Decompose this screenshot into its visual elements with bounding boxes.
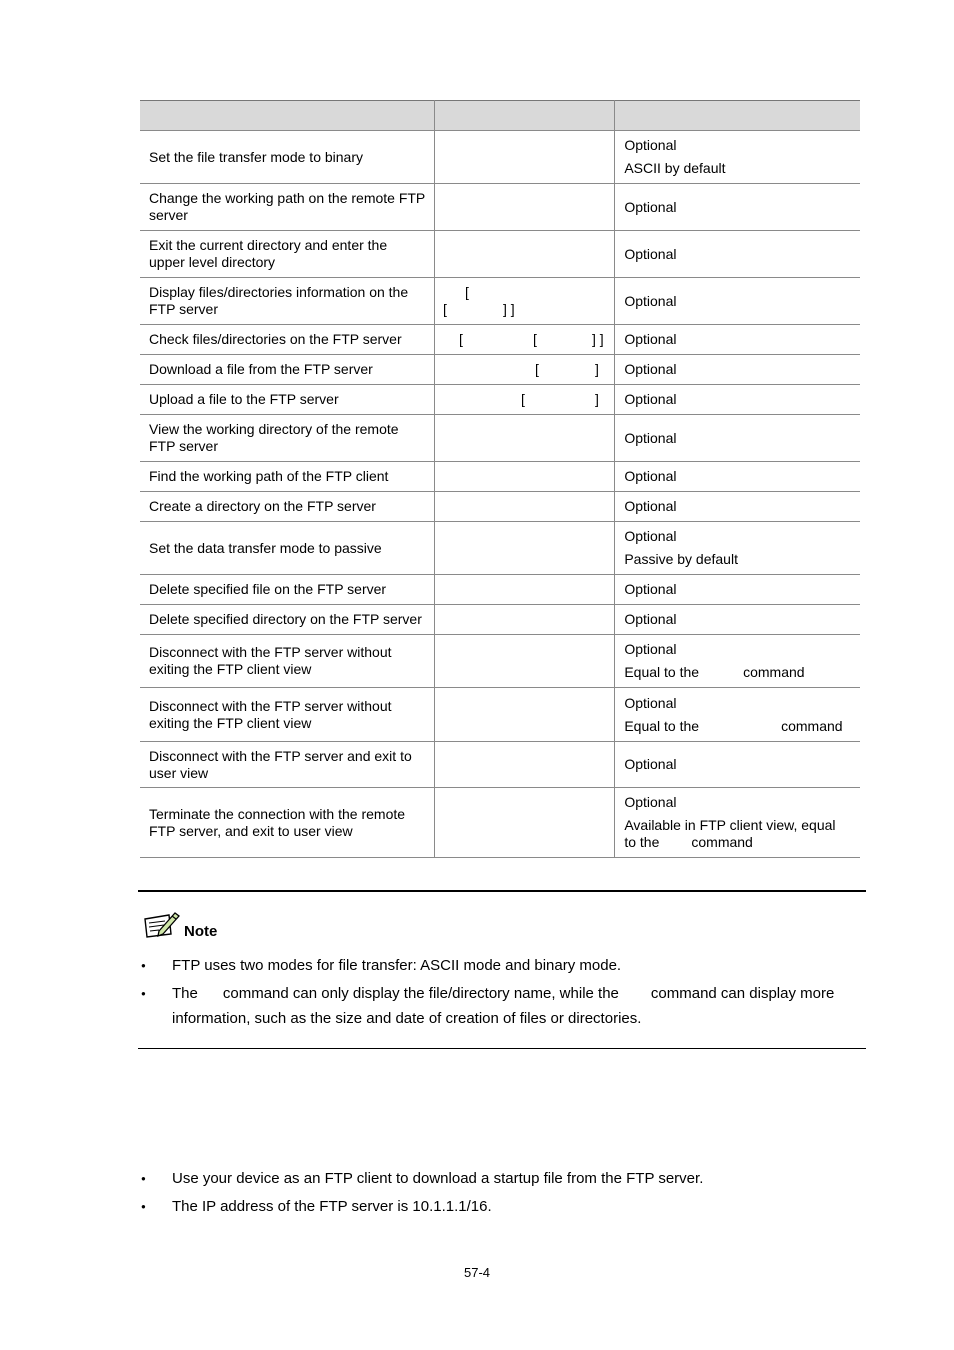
row-command <box>435 788 615 858</box>
row-command <box>435 231 615 278</box>
remark-line: Optional <box>624 694 677 711</box>
remark-equal-suffix: command <box>691 834 753 850</box>
row-description: Terminate the connection with the remote FTP server, and exit to user view <box>140 788 435 858</box>
row-description: Delete specified file on the FTP server <box>140 575 435 605</box>
task-list <box>140 1166 866 1222</box>
row-description: Disconnect with the FTP server without exiting the FTP client view <box>140 688 435 742</box>
remark-equal-suffix: command <box>781 717 843 734</box>
row-command <box>435 742 615 788</box>
syntax-bracket: [ <box>465 284 469 300</box>
table-row <box>140 184 860 231</box>
table-row <box>140 742 860 788</box>
row-description: Change the working path on the remote FTP server <box>140 184 435 231</box>
row-remarks: Optional <box>615 575 860 605</box>
syntax-bracket: [ <box>443 301 447 317</box>
list-item: ● FTP uses two modes for file transfer: ASCII mode and binary mode. <box>140 953 866 978</box>
row-remarks <box>615 522 860 575</box>
syntax-bracket: ] <box>595 391 599 407</box>
table-row <box>140 492 860 522</box>
row-description: Exit the current directory and enter the upper level directory <box>140 231 435 278</box>
row-command <box>435 184 615 231</box>
row-command <box>435 385 615 415</box>
row-description: Set the data transfer mode to passive <box>140 522 435 575</box>
remark-equal-prefix: Equal to the <box>624 664 700 680</box>
row-command <box>435 522 615 575</box>
row-command <box>435 492 615 522</box>
syntax-bracket: [ <box>535 361 539 377</box>
table-row <box>140 788 860 858</box>
table-row <box>140 605 860 635</box>
note-list <box>140 953 866 1034</box>
row-description: Delete specified directory on the FTP server <box>140 605 435 635</box>
remark-line: Available in FTP client view, equal <box>624 817 836 833</box>
syntax-bracket: [ <box>521 391 525 407</box>
row-description: Disconnect with the FTP server and exit to user view <box>140 742 435 788</box>
row-remarks: Optional <box>615 742 860 788</box>
note-label: Note <box>184 923 218 940</box>
row-command <box>435 575 615 605</box>
row-remarks: Optional <box>615 462 860 492</box>
header-cell-use <box>435 101 615 131</box>
remark-line <box>624 664 852 681</box>
table-row <box>140 325 860 355</box>
row-command <box>435 462 615 492</box>
syntax-bracket: ] ] <box>503 301 515 317</box>
row-remarks: Optional <box>615 184 860 231</box>
header-cell-to-do <box>140 101 435 131</box>
table-row <box>140 415 860 462</box>
note-top-rule <box>138 890 866 892</box>
row-command <box>435 131 615 184</box>
table-row <box>140 635 860 688</box>
row-description: Download a file from the FTP server <box>140 355 435 385</box>
row-command <box>435 355 615 385</box>
list-item: ● Use your device as an FTP client to download a startup file from the FTP server. <box>140 1166 866 1191</box>
row-remarks <box>615 788 860 858</box>
row-description: Set the file transfer mode to binary <box>140 131 435 184</box>
row-remarks <box>615 688 860 742</box>
row-remarks: Optional <box>615 492 860 522</box>
row-remarks: Optional <box>615 415 860 462</box>
row-description: Display files/directories information on the FTP server <box>140 278 435 325</box>
row-description: Find the working path of the FTP client <box>140 462 435 492</box>
remark-equal-prefix: to the <box>624 834 660 850</box>
list-item <box>140 981 866 1031</box>
row-command <box>435 325 615 355</box>
note-text-part: command can only display the file/directory name, while the <box>222 985 619 1002</box>
row-description: Upload a file to the FTP server <box>140 385 435 415</box>
row-remarks <box>615 635 860 688</box>
row-remarks: Optional <box>615 325 860 355</box>
table-row <box>140 522 860 575</box>
remark-line: ASCII by default <box>624 160 726 176</box>
remark-line: Optional <box>624 794 677 810</box>
remark-equal-suffix: command <box>743 664 805 680</box>
row-command <box>435 605 615 635</box>
row-description: Disconnect with the FTP server without exiting the FTP client view <box>140 635 435 688</box>
table-header-row <box>140 101 860 131</box>
remark-line <box>624 834 852 851</box>
note-text-part: The <box>172 985 198 1002</box>
row-command <box>435 415 615 462</box>
page-number: 57-4 <box>463 1265 491 1280</box>
table-row <box>140 355 860 385</box>
list-item: ● The IP address of the FTP server is 10.1.1.1/16. <box>140 1194 866 1219</box>
remark-line: Passive by default <box>624 551 738 567</box>
row-remarks: Optional <box>615 231 860 278</box>
remark-line <box>624 718 852 735</box>
row-remarks: Optional <box>615 355 860 385</box>
table-row <box>140 385 860 415</box>
row-remarks: Optional <box>615 385 860 415</box>
row-command <box>435 688 615 742</box>
row-command <box>435 278 615 325</box>
remark-line: Optional <box>624 137 677 153</box>
row-description: Create a directory on the FTP server <box>140 492 435 522</box>
remark-line: Optional <box>624 641 677 657</box>
note-pencil-icon <box>142 910 180 940</box>
row-remarks <box>615 131 860 184</box>
syntax-bracket: ] ] <box>592 331 604 347</box>
note-bottom-rule <box>138 1048 866 1049</box>
table-row <box>140 462 860 492</box>
remark-line: Optional <box>624 528 677 544</box>
table-row <box>140 575 860 605</box>
note-text-part: command can display more information, such as the size and date of creation of files or directories. <box>172 985 835 1027</box>
note-heading <box>142 910 217 940</box>
row-remarks: Optional <box>615 605 860 635</box>
header-cell-remarks <box>615 101 860 131</box>
remark-equal-prefix: Equal to the <box>624 717 700 734</box>
table-row <box>140 278 860 325</box>
syntax-bracket: [ <box>533 331 537 347</box>
row-command <box>435 635 615 688</box>
row-remarks: Optional <box>615 278 860 325</box>
row-description: Check files/directories on the FTP server <box>140 325 435 355</box>
table-row <box>140 131 860 184</box>
row-description: View the working directory of the remote FTP server <box>140 415 435 462</box>
ftp-client-command-table <box>140 100 860 858</box>
table-row <box>140 688 860 742</box>
table-row <box>140 231 860 278</box>
syntax-bracket: ] <box>595 361 599 377</box>
syntax-bracket: [ <box>459 331 463 347</box>
